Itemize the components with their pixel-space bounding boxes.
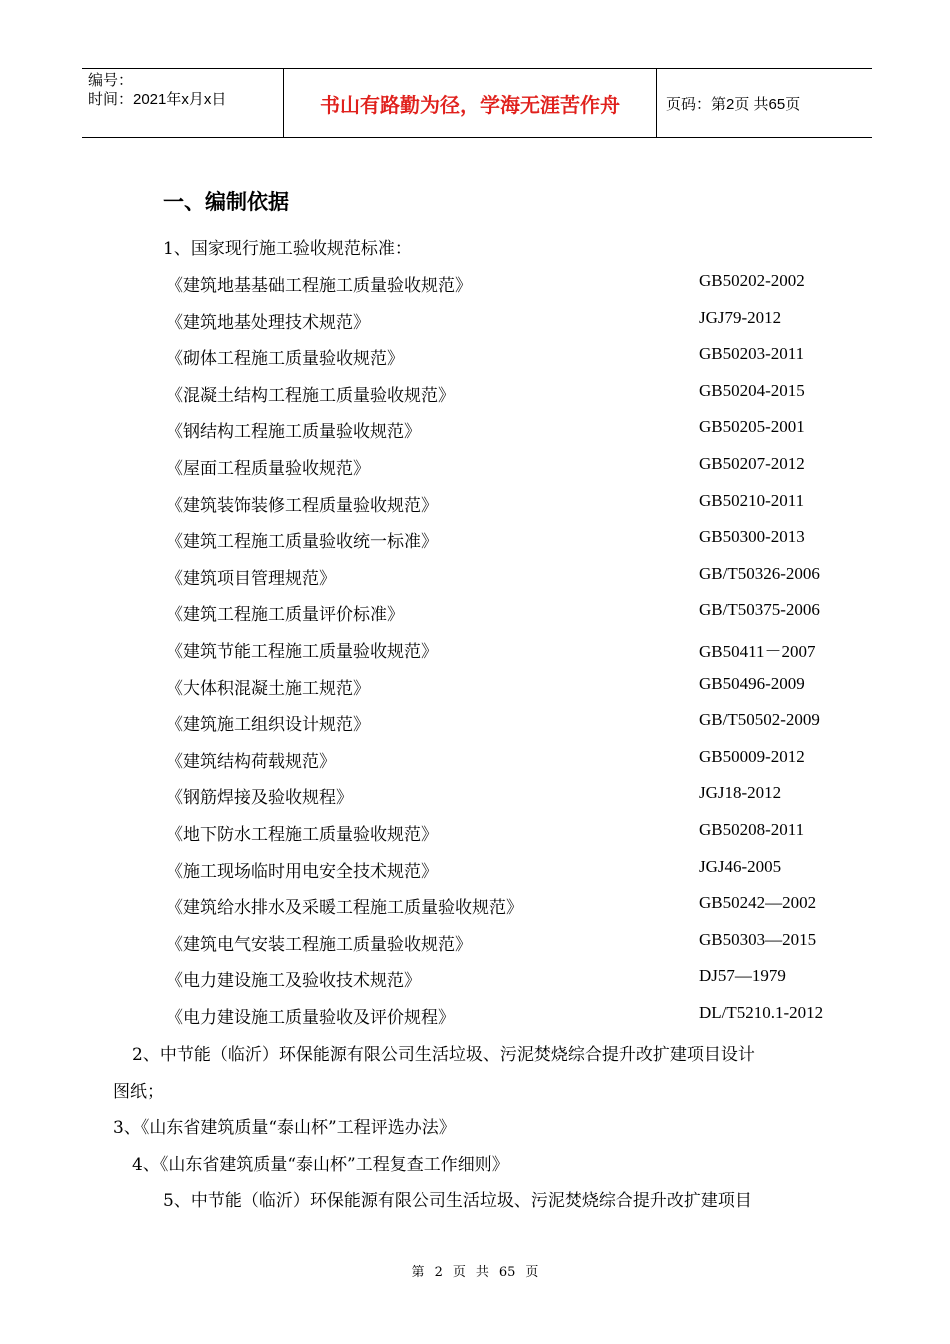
standard-title: 《钢筋焊接及验收规程》 [166,788,353,808]
header-motto: 书山有路勤为径，学海无涯苦作舟 [284,69,657,137]
standard-title: 《建筑结构荷载规范》 [166,752,336,772]
standard-title: 《建筑电气安装工程施工质量验收规范》 [166,935,472,955]
standard-code: GB50496-2009 [699,674,805,693]
item5: 5、中节能（临沂）环保能源有限公司生活垃圾、污泥焚烧综合提升改扩建项目 [163,1191,752,1211]
footer-page-unit: 页 [452,1265,466,1280]
header-time: 时间：2021年x月x日 [88,91,227,108]
standard-title: 《建筑项目管理规范》 [166,569,336,589]
standard-title: 《钢结构工程施工质量验收规范》 [166,422,421,442]
standard-code: GB50009-2012 [699,747,805,766]
standard-title: 《建筑地基基础工程施工质量验收规范》 [166,276,472,296]
footer-page-num: 2 [434,1265,443,1280]
standard-code: GB/T50326-2006 [699,564,820,583]
standard-code: GB/T50375-2006 [699,600,820,619]
standard-code: GB50411－2007 [699,642,816,661]
standard-title: 《混凝土结构工程施工质量验收规范》 [166,386,455,406]
standard-code: DJ57—1979 [699,966,786,985]
standard-title: 《建筑工程施工质量评价标准》 [166,605,404,625]
footer-page-word: 第 [411,1265,425,1280]
standard-code: GB50205-2001 [699,417,805,436]
standard-code: GB50303—2015 [699,930,817,949]
standard-title: 《砌体工程施工质量验收规范》 [166,349,404,369]
standard-title: 《屋面工程质量验收规范》 [166,459,370,479]
standard-code: JGJ79-2012 [699,308,782,327]
page-footer [0,1261,950,1280]
standard-code: GB/T50502-2009 [699,710,820,729]
standard-title: 《建筑地基处理技术规范》 [166,313,370,333]
header-meta [82,69,284,137]
item4: 4、《山东省建筑质量“泰山杯”工程复查工作细则》 [132,1155,509,1175]
standard-title: 《建筑节能工程施工质量验收规范》 [166,642,438,662]
standard-title: 《建筑工程施工质量验收统一标准》 [166,532,438,552]
footer-total-unit: 页 [525,1265,539,1280]
item1-intro: 1、国家现行施工验收规范标准： [163,239,412,259]
standard-code: GB50242—2002 [699,893,817,912]
standard-title: 《建筑施工组织设计规范》 [166,715,370,735]
standard-code: GB50207-2012 [699,454,805,473]
standard-code: GB50300-2013 [699,527,805,546]
standard-code: GB50208-2011 [699,820,805,839]
item3: 3、《山东省建筑质量“泰山杯”工程评选办法》 [113,1118,456,1138]
standard-title: 《建筑给水排水及采暖工程施工质量验收规范》 [166,898,523,918]
item2-line2: 图纸； [113,1082,164,1102]
standard-title: 《建筑装饰装修工程质量验收规范》 [166,496,438,516]
standard-code: GB50203-2011 [699,344,805,363]
standard-code: GB50202-2002 [699,271,805,290]
standard-title: 《地下防水工程施工质量验收规范》 [166,825,438,845]
header-page-info: 页码：第2页 共65页 [666,95,801,113]
footer-total-word: 共 [475,1265,489,1280]
standard-title: 《电力建设施工质量验收及评价规程》 [166,1008,455,1028]
standard-title: 《施工现场临时用电安全技术规范》 [166,862,438,882]
standard-code: DL/T5210.1-2012 [699,1003,824,1022]
item2-line1: 2、中节能（临沂）环保能源有限公司生活垃圾、污泥焚烧综合提升改扩建项目设计 [132,1045,755,1065]
standard-code: GB50204-2015 [699,381,805,400]
standard-code: JGJ18-2012 [699,783,782,802]
standard-code: GB50210-2011 [699,491,805,510]
header-number: 编号： [88,72,134,89]
section-title: 一、编制依据 [163,190,289,214]
page-header [82,68,872,138]
standard-code: JGJ46-2005 [699,857,782,876]
standard-title: 《电力建设施工及验收技术规范》 [166,971,421,991]
standard-title: 《大体积混凝土施工规范》 [166,679,370,699]
footer-total-num: 65 [498,1265,516,1280]
